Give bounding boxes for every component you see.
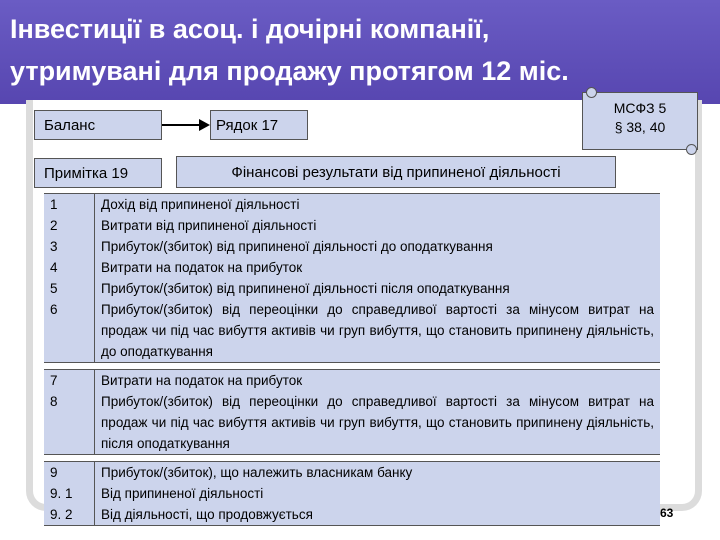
row-text: Прибуток/(збиток), що належить власникам банку: [101, 465, 413, 480]
row-text: Витрати на податок на прибуток: [101, 373, 303, 388]
row-text: Прибуток/(збиток) від переоцінки до справедливої вартості за мінусом витрат на продаж чи під час вибуття активів чи груп вибуття, що становить припинену діяльність, після оподаткування: [101, 394, 654, 451]
standard-paragraphs: § 38, 40: [614, 119, 666, 135]
table-row-group-2: [44, 370, 660, 455]
row-text: Від діяльності, що продовжується: [101, 507, 313, 522]
note-19-box: [34, 158, 162, 188]
line-items-table: [44, 193, 660, 526]
row-number: 9. 1: [50, 486, 73, 501]
row-number: 4: [50, 260, 58, 275]
row-number: 9. 2: [50, 507, 73, 522]
results-label: Фінансові результати від припиненої діяльності: [231, 163, 561, 181]
arrow-shaft: [162, 124, 200, 126]
row-text: Витрати на податок на прибуток: [101, 260, 303, 275]
row-text: Прибуток/(збиток) від переоцінки до справедливої вартості за мінусом витрат на продаж чи під час вибуття активів чи груп вибуття, що становить припинену діяльність, до оподаткування: [101, 302, 654, 359]
row-text: Прибуток/(збиток) від припиненої діяльності до оподаткування: [101, 239, 493, 254]
row-number: 7: [50, 373, 58, 388]
row-text: Витрати від припиненої діяльності: [101, 218, 317, 233]
row-text: Прибуток/(збиток) від припиненої діяльності після оподаткування: [101, 281, 510, 296]
balance-label: Баланс: [44, 116, 96, 134]
balance-box: [34, 110, 162, 140]
row-number: 6: [50, 302, 58, 317]
standard-name: МСФЗ 5: [613, 100, 667, 116]
row-number: 1: [50, 197, 58, 212]
note-19-label: Примітка 19: [44, 164, 129, 182]
row-number: 5: [50, 281, 58, 296]
row-number: 3: [50, 239, 58, 254]
standard-reference-box: [582, 92, 698, 150]
slide-title-line-2: утримувані для продажу протягом 12 міс.: [10, 56, 569, 86]
table-row-group-1: [44, 194, 660, 363]
line-17-label: Рядок 17: [216, 116, 279, 134]
row-text: Дохід від припиненої діяльності: [101, 197, 300, 212]
scroll-curl-icon: [586, 87, 597, 98]
slide-title-line-1: Інвестиції в асоц. і дочірні компанії,: [10, 14, 490, 44]
title-bar: [0, 0, 720, 104]
scroll-curl-icon: [686, 144, 697, 155]
line-17-box: [210, 110, 308, 140]
results-box: [176, 156, 616, 188]
row-text: Від припиненої діяльності: [101, 486, 264, 501]
row-number: 2: [50, 218, 58, 233]
page-number: 63: [660, 506, 674, 520]
row-number: 8: [50, 394, 58, 409]
arrow-right-icon: [199, 119, 210, 131]
table-row-group-3: [44, 462, 660, 526]
row-number: 9: [50, 465, 58, 480]
